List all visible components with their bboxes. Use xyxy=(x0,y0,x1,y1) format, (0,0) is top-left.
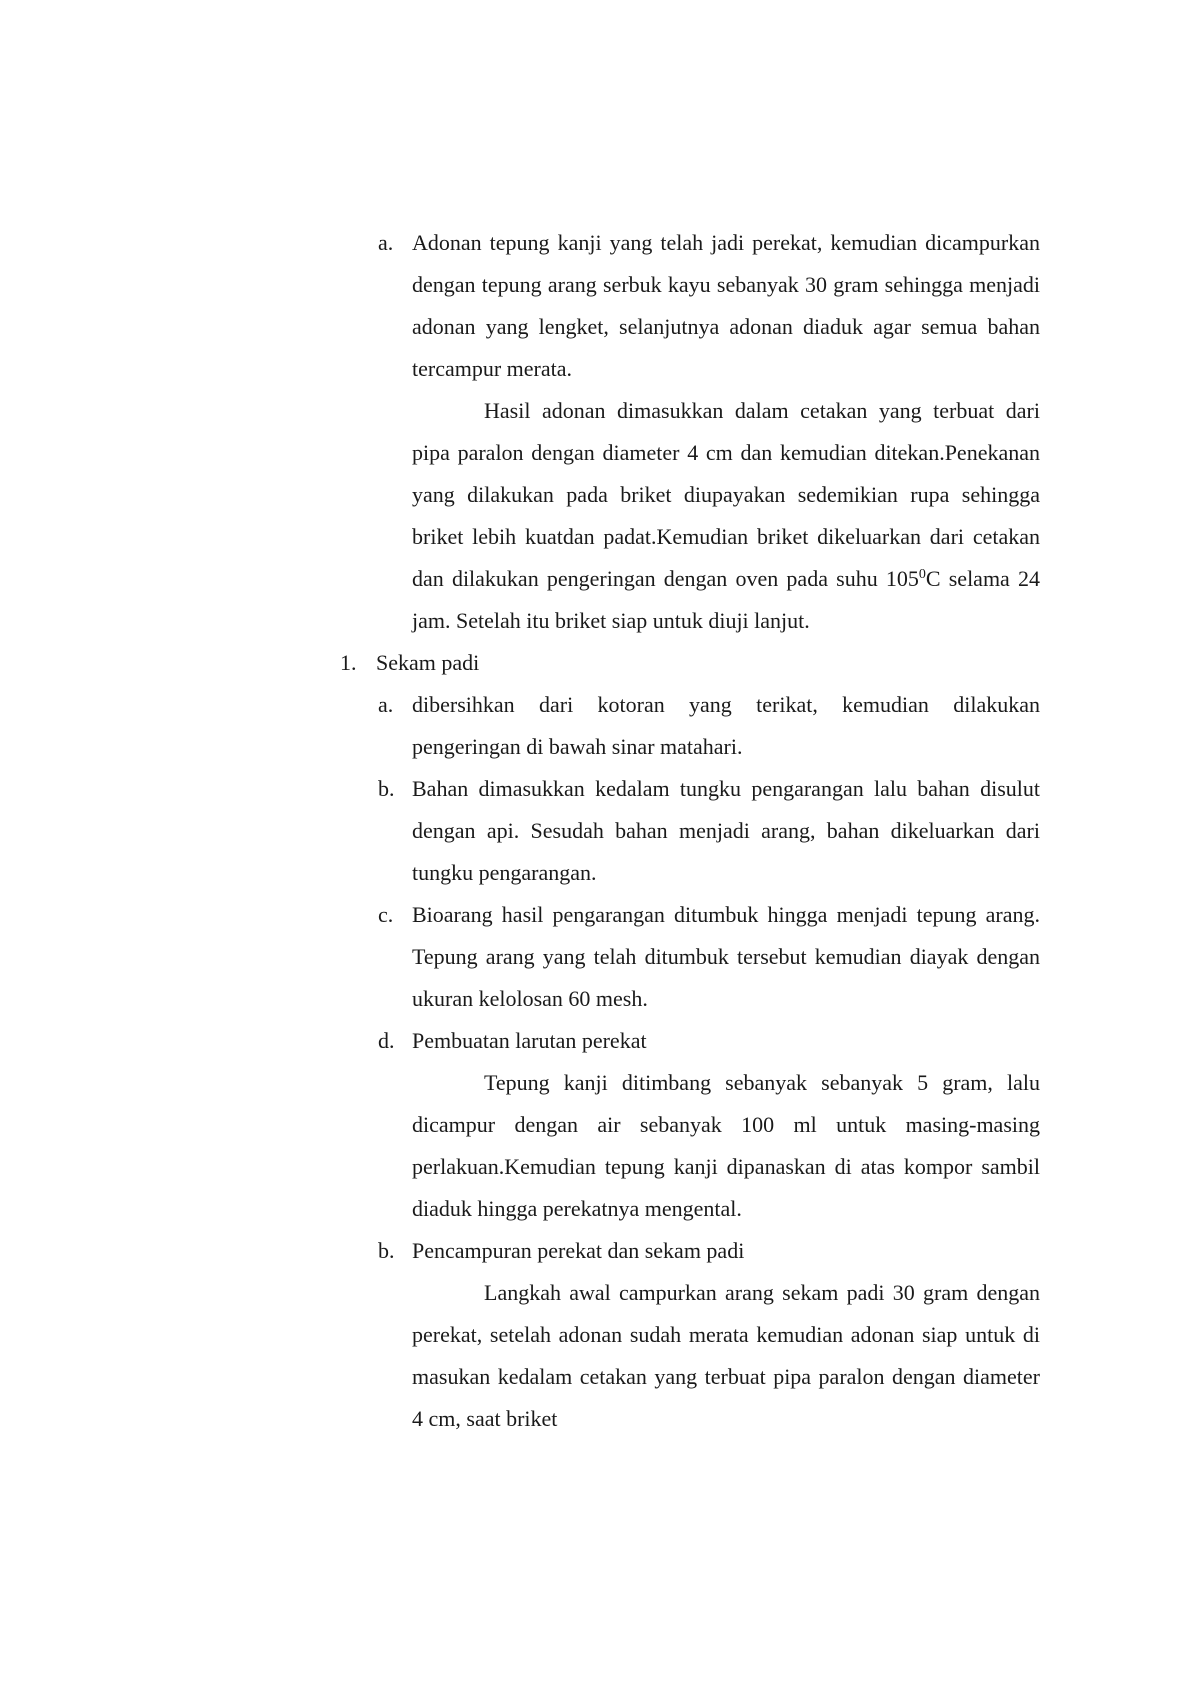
paragraph-langkah-awal: Langkah awal campurkan arang sekam padi 30 gram dengan perekat, setelah adonan sudah merata kemudian adonan siap untuk di masukan kedalam cetakan yang terbuat pipa paralon dengan diameter 4 cm, saat briket xyxy=(412,1280,1040,1431)
list-item-title: Pencampuran perekat dan sekam padi xyxy=(412,1238,745,1263)
list-marker: c. xyxy=(378,902,394,927)
paragraph-text: C selama 24 jam. Setelah itu briket siap untuk diuji lanjut. xyxy=(412,566,1040,633)
paragraph-hasil-adonan xyxy=(412,390,1040,642)
list-item-b-pencampuran xyxy=(378,1230,1040,1440)
list-marker: a. xyxy=(378,230,394,255)
list-item-1-sekam-padi xyxy=(340,642,1040,684)
list-marker: a. xyxy=(378,692,394,717)
paragraph-adonan: Adonan tepung kanji yang telah jadi perekat, kemudian dicampurkan dengan tepung arang serbuk kayu sebanyak 30 gram sehingga menjadi adonan yang lengket, selanjutnya adonan diaduk agar semua bahan tercampur merata. xyxy=(412,230,1040,381)
list-marker: 1. xyxy=(340,650,357,675)
list-marker: b. xyxy=(378,776,395,801)
paragraph-bahan: Bahan dimasukkan kedalam tungku pengarangan lalu bahan disulut dengan api. Sesudah bahan menjadi arang, bahan dikeluarkan dari tungku pengarangan. xyxy=(412,776,1040,885)
paragraph-bioarang: Bioarang hasil pengarangan ditumbuk hingga menjadi tepung arang. Tepung arang yang telah ditumbuk tersebut kemudian diayak dengan ukuran kelolosan 60 mesh. xyxy=(412,902,1040,1011)
document-body xyxy=(340,222,1040,1440)
list-item-b-bahan xyxy=(378,768,1040,894)
paragraph-text: Hasil adonan dimasukkan dalam cetakan yang terbuat dari pipa paralon dengan diameter 4 cm dan kemudian ditekan.Penekanan yang dilakukan pada briket diupayakan sedemikian rupa sehingga briket lebih kuatdan padat.Kemudian briket dikeluarkan dari cetakan dan dilakukan pengeringan dengan oven pada suhu 105 xyxy=(412,398,1040,591)
list-item-title: Sekam padi xyxy=(376,650,480,675)
list-item-c-bioarang xyxy=(378,894,1040,1020)
list-item-d-perekat xyxy=(378,1020,1040,1230)
degree-superscript: 0 xyxy=(918,567,926,582)
list-marker: b. xyxy=(378,1238,395,1263)
list-item-a-dibersihkan xyxy=(378,684,1040,768)
paragraph-tepung-kanji: Tepung kanji ditimbang sebanyak sebanyak 5 gram, lalu dicampur dengan air sebanyak 100 ml untuk masing-masing perlakuan.Kemudian tepung kanji dipanaskan di atas kompor sambil diaduk hingga perekatnya mengental. xyxy=(412,1070,1040,1221)
paragraph-dibersihkan: dibersihkan dari kotoran yang terikat, kemudian dilakukan pengeringan di bawah sinar matahari. xyxy=(412,692,1040,759)
list-marker: d. xyxy=(378,1028,395,1053)
list-item-a-adonan xyxy=(378,222,1040,642)
list-item-title: Pembuatan larutan perekat xyxy=(412,1028,647,1053)
